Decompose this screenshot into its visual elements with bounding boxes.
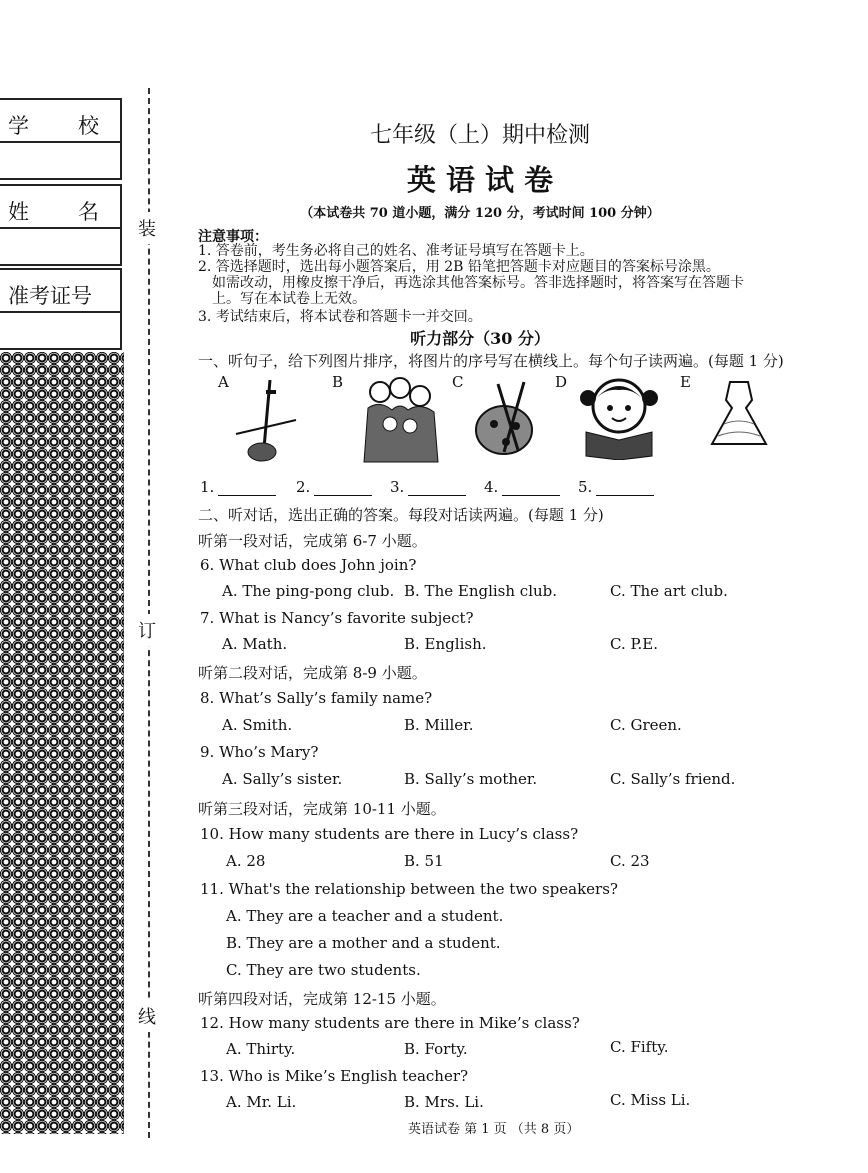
q7-option-a: A. Math. (222, 635, 288, 653)
q8-option-b: B. Miller. (404, 716, 474, 734)
section-4-title: 听第四段对话，完成第 12-15 小题。 (198, 990, 446, 1008)
q13-option-c: C. Miss Li. (610, 1091, 691, 1109)
q9-option-b: B. Sally’s mother. (404, 770, 538, 788)
answer-blank-4: 4. (484, 478, 560, 496)
q8-option-c: C. Green. (610, 716, 682, 734)
q7-option-c: C. P.E. (610, 635, 659, 653)
q11-option-a: A. They are a teacher and a student. (226, 907, 504, 925)
q10-option-b: B. 51 (404, 852, 444, 870)
question-6: 6. What club does John join? (200, 556, 417, 574)
family-photo-icon (360, 374, 440, 466)
question-9: 9. Who’s Mary? (200, 743, 319, 761)
part1-instruction: 一、听句子，给下列图片排序，将图片的序号写在横线上。每个句子读两遍。(每题 1 分) (198, 352, 784, 370)
erhu-icon (232, 376, 302, 466)
binding-char-1: 装 (138, 212, 156, 244)
question-12: 12. How many students are there in Mike’s class? (200, 1014, 580, 1032)
q6-option-c: C. The art club. (610, 582, 728, 600)
binding-char-3: 线 (138, 1000, 156, 1032)
q9-option-a: A. Sally’s sister. (222, 770, 343, 788)
q6-option-a: A. The ping-pong club. (222, 582, 395, 600)
question-13: 13. Who is Mike’s English teacher? (200, 1067, 469, 1085)
part2-instruction: 二、听对话，选出正确的答案。每段对话读两遍。(每题 1 分) (198, 506, 604, 524)
q9-option-c: C. Sally’s friend. (610, 770, 736, 788)
note-2: 2. 答选择题时，选出每小题答案后，用 2B 铅笔把答题卡对应题目的答案标号涂黑。 (198, 259, 720, 275)
q10-option-c: C. 23 (610, 852, 650, 870)
listening-heading: 听力部分（30 分） (410, 329, 550, 348)
q11-option-c: C. They are two students. (226, 961, 421, 979)
school-label-2: 校 (78, 114, 99, 138)
pic-label-a: A (218, 373, 229, 391)
school-label: 学 (8, 114, 29, 138)
section-2-title: 听第二段对话，完成第 8-9 小题。 (198, 664, 427, 682)
pic-label-b: B (332, 373, 344, 391)
note-1: 1. 答卷前，考生务必将自己的姓名、准考证号填写在答题卡上。 (198, 243, 594, 259)
q6-option-b: B. The English club. (404, 582, 558, 600)
page-footer: 英语试卷 第 1 页 （共 8 页） (408, 1122, 580, 1137)
note-2c: 上。写在本试卷上无效。 (212, 291, 366, 307)
name-label-2: 名 (78, 200, 99, 224)
girl-reading-icon (574, 370, 664, 460)
pic-label-d: D (555, 373, 568, 391)
exam-number-label: 准考证号 (8, 284, 92, 308)
question-10: 10. How many students are there in Lucy’s class? (200, 825, 579, 843)
exam-number-box (0, 268, 122, 350)
notes-heading: 注意事项： (198, 229, 268, 245)
note-2b: 如需改动，用橡皮擦干净后，再选涂其他答案标号。答非选择题时，将答案写在答题卡 (212, 275, 744, 291)
question-7: 7. What is Nancy’s favorite subject? (200, 609, 474, 627)
exam-subtitle: 七年级（上）期中检测 (369, 123, 590, 148)
name-label: 姓 (8, 200, 29, 224)
pic-label-c: C (452, 373, 464, 391)
answer-blank-2: 2. (296, 478, 372, 496)
dress-icon (706, 378, 772, 450)
q10-option-a: A. 28 (226, 852, 266, 870)
answer-blank-5: 5. (578, 478, 654, 496)
question-8: 8. What’s Sally’s family name? (200, 689, 433, 707)
q11-option-b: B. They are a mother and a student. (226, 934, 501, 952)
section-1-title: 听第一段对话，完成第 6-7 小题。 (198, 532, 427, 550)
exam-title: 英 语 试 卷 (406, 163, 554, 197)
q13-option-b: B. Mrs. Li. (404, 1093, 484, 1111)
name-box (0, 184, 122, 266)
binding-line (148, 88, 150, 1138)
section-3-title: 听第三段对话，完成第 10-11 小题。 (198, 800, 446, 818)
q12-option-c: C. Fifty. (610, 1038, 669, 1056)
school-box (0, 98, 122, 180)
q13-option-a: A. Mr. Li. (226, 1093, 297, 1111)
question-11: 11. What's the relationship between the two speakers? (200, 880, 618, 898)
q12-option-a: A. Thirty. (226, 1040, 296, 1058)
decorative-border-pattern (0, 352, 124, 1134)
q7-option-b: B. English. (404, 635, 487, 653)
answer-blank-3: 3. (390, 478, 466, 496)
answer-blank-1: 1. (200, 478, 276, 496)
palette-icon (472, 380, 542, 462)
exam-info: （本试卷共 70 道小题，满分 120 分，考试时间 100 分钟） (300, 206, 660, 221)
q8-option-a: A. Smith. (222, 716, 293, 734)
q12-option-b: B. Forty. (404, 1040, 468, 1058)
binding-char-2: 订 (138, 614, 156, 646)
pic-label-e: E (680, 373, 691, 391)
note-3: 3. 考试结束后，将本试卷和答题卡一并交回。 (198, 309, 482, 325)
